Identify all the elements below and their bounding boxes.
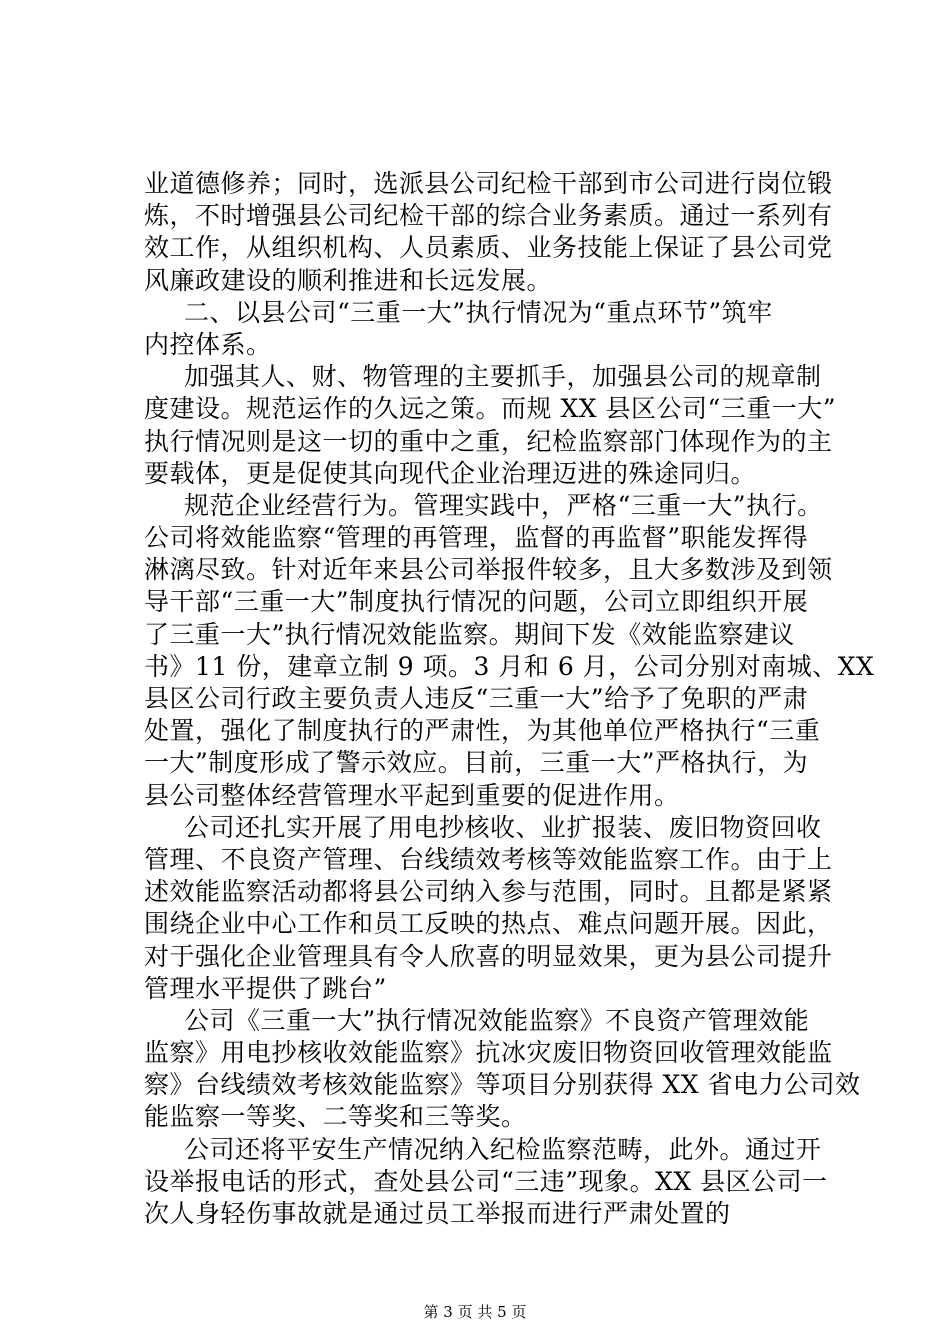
document-body — [144, 168, 875, 1230]
text-line: 管理水平提供了跳台” — [144, 973, 387, 1003]
paragraph-start: 加强其人、财、物管理的主要抓手，加强县公司的规章制 — [184, 362, 822, 392]
text-line: 处置，强化了制度执行的严肃性，为其他单位严格执行“三重 — [144, 716, 821, 746]
text-line: 业道德修养；同时，选派县公司纪检干部到市公司进行岗位锻 — [144, 169, 833, 198]
text-line: 炼，不时增强县公司纪检干部的综合业务素质。通过一系列有 — [144, 201, 833, 231]
text-line: 次人身轻伤事故就是通过员工举报而进行严肃处置的 — [144, 1199, 731, 1228]
text-line: 察》台线绩效考核效能监察》等项目分别获得 XX 省电力公司效 — [144, 1070, 861, 1100]
text-line: 导干部“三重一大”制度执行情况的问题，公司立即组织开展 — [144, 587, 809, 617]
text-line: 对于强化企业管理具有令人欣喜的明显效果，更为县公司提升 — [144, 941, 833, 971]
text-line: 县区公司行政主要负责人违反“三重一大”给予了免职的严肃 — [144, 684, 809, 713]
text-line: 管理、不良资产管理、台线绩效考核等效能监察工作。由于上 — [144, 844, 833, 874]
text-line: 一大”制度形成了警示效应。目前，三重一大”严格执行，为 — [144, 748, 809, 778]
text-line: 书》11 份，建章立制 9 项。3 月和 6 月，公司分别对南城、XX — [144, 651, 875, 681]
text-line: 监察》用电抄核收效能监察》抗冰灾废旧物资回收管理效能监 — [144, 1038, 833, 1068]
text-line: 围绕企业中心工作和员工反映的热点、难点问题开展。因此， — [144, 909, 833, 939]
text-line: 风廉政建设的顺利推进和长远发展。 — [144, 265, 553, 295]
text-line: 度建设。规范运作的久远之策。而规 XX 县区公司“三重一大” — [144, 394, 837, 424]
section-heading-continued: 内控体系。 — [144, 329, 272, 359]
page-number-footer: 第 3 页 共 5 页 — [423, 1303, 527, 1321]
text-line: 能监察一等奖、二等奖和三等奖。 — [144, 1102, 527, 1132]
section-heading: 二、以县公司“三重一大”执行情况为“重点环节”筑牢 — [184, 297, 773, 327]
text-line: 述效能监察活动都将县公司纳入参与范围，同时。且都是紧紧 — [144, 877, 833, 907]
text-line: 执行情况则是这一切的重中之重，纪检监察部门体现作为的主 — [144, 426, 833, 456]
text-line: 了三重一大”执行情况效能监察。期间下发《效能监察建议 — [144, 619, 795, 649]
paragraph-start: 规范企业经营行为。管理实践中，严格“三重一大”执行。 — [184, 490, 823, 520]
text-line: 县公司整体经营管理水平起到重要的促进作用。 — [144, 780, 680, 810]
text-line: 公司将效能监察“管理的再管理，监督的再监督”职能发挥得 — [144, 523, 809, 553]
paragraph-start: 公司《三重一大”执行情况效能监察》不良资产管理效能 — [184, 1005, 810, 1035]
text-line: 效工作，从组织机构、人员素质、业务技能上保证了县公司党 — [144, 233, 833, 263]
text-line: 设举报电话的形式，查处县公司“三违”现象。XX 县区公司一 — [144, 1166, 828, 1196]
text-line: 要载体，更是促使其向现代企业治理迈进的殊途同归。 — [144, 458, 757, 488]
text-line: 淋漓尽致。针对近年来县公司举报件较多，且大多数涉及到领 — [144, 555, 833, 585]
paragraph-start: 公司还将平安生产情况纳入纪检监察范畴，此外。通过开 — [184, 1134, 822, 1164]
paragraph-start: 公司还扎实开展了用电抄核收、业扩报装、废旧物资回收 — [184, 812, 822, 842]
